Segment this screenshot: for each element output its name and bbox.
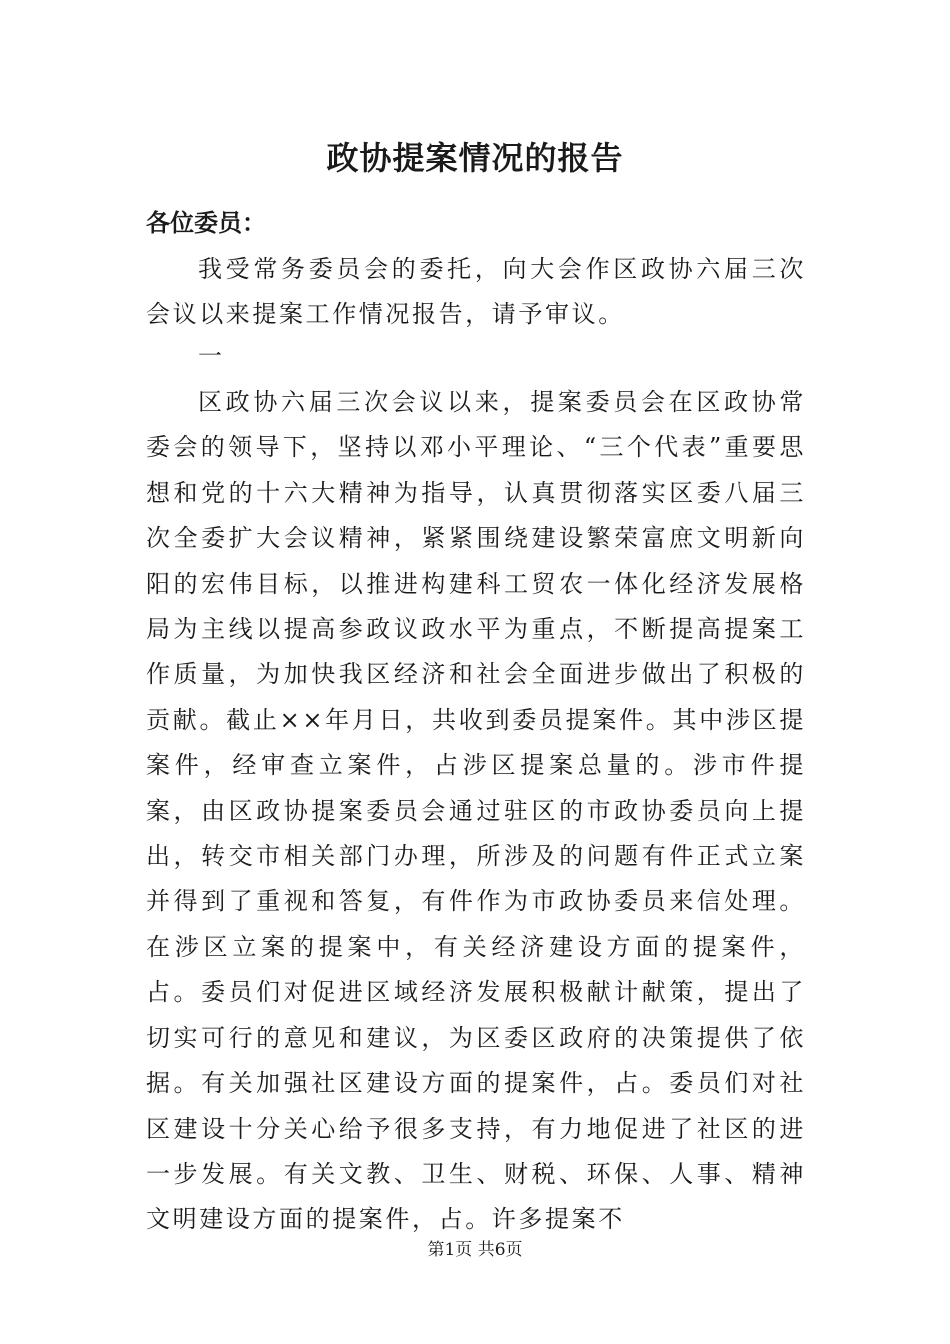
- salutation: 各位委员：: [146, 208, 266, 237]
- section-number: 一: [198, 342, 222, 370]
- paragraph-body: 区政协六届三次会议以来，提案委员会在区政协常委会的领导下，坚持以邓小平理论、“三个代表”重要思想和党的十六大精神为指导，认真贯彻落实区委八届三次全委扩大会议精神，紧紧围绕建设繁荣富庶文明新向阳的宏伟目标，以推进构建科工贸农一体化经济发展格局为主线以提高参政议政水平为重点，不断提高提案工作质量，为加快我区经济和社会全面进步做出了积极的贡献。截止××年月日，共收到委员提案件。其中涉区提案件，经审查立案件，占涉区提案总量的。涉市件提案，由区政协提案委员会通过驻区的市政协委员向上提出，转交市相关部门办理，所涉及的问题有件正式立案并得到了重视和答复，有件作为市政协委员来信处理。在涉区立案的提案中，有关经济建设方面的提案件，占。委员们对促进区域经济发展积极献计献策，提出了切实可行的意见和建议，为区委区政府的决策提供了依据。有关加强社区建设方面的提案件，占。委员们对社区建设十分关心给予很多支持，有力地促进了社区的进一步发展。有关文教、卫生、财税、环保、人事、精神文明建设方面的提案件，占。许多提案不: [146, 388, 806, 1234]
- document-title: 政协提案情况的报告: [326, 139, 624, 177]
- page-footer: 第1页 共6页: [427, 1240, 523, 1260]
- paragraph-intro: 我受常务委员会的委托，向大会作区政协六届三次会议以来提案工作情况报告，请予审议。: [146, 255, 806, 329]
